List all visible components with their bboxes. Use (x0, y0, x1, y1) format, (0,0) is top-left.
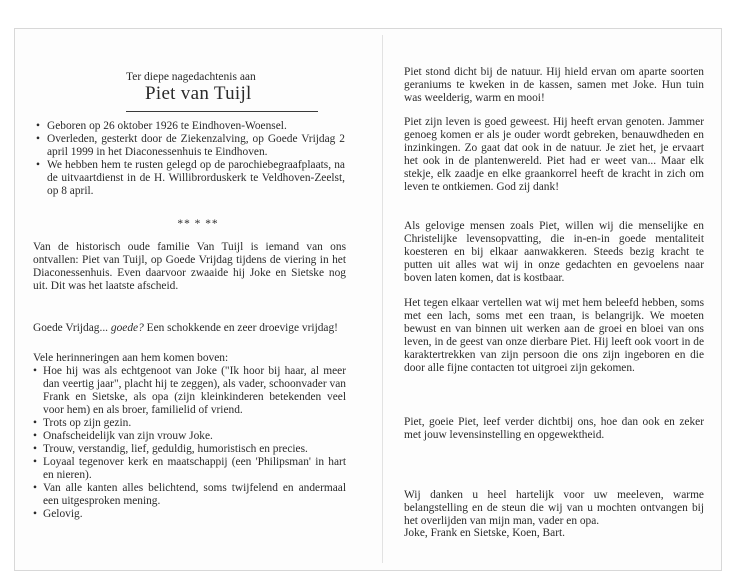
fact-birth: • Geboren op 26 oktober 1926 te Eindhoven-Woensel. (35, 120, 345, 133)
nature-paragraph: Piet stond dicht bij de natuur. Hij hield ervan om aparte soorten geraniums te kweken in de kassen, samen met Joke. Hun tuin was weelderig, warm en mooi! (404, 66, 704, 104)
thanks-paragraph: Wij danken u heel hartelijk voor uw meeleven, warme belangstelling en de steun die wij van u mochten ontvangen bij het overlijden van mijn man, vader en opa. (404, 489, 704, 527)
memory-item: • Onafscheidelijk van zijn vrouw Joke. (33, 430, 346, 443)
fact-death: • Overleden, gesterkt door de Ziekenzalving, op Goede Vrijdag 2 april 1999 in het Diaconessenhuis te Eindhoven. (35, 133, 345, 159)
memories-paragraph: Het tegen elkaar vertellen wat wij met hem beleefd hebben, soms met een lach, soms met een traan, is belangrijk. We moeten bewust en van binnen uit werken aan de groei en bloei van ons leven, in de geest van onze dierbare Piet. Hij leeft ook voort in de karaktertrekken van zijn persoon die ons zijn ingeboren en die door alle fijne contacten tot uitgroei zijn gekomen. (404, 297, 704, 374)
faith-paragraph: Als gelovige mensen zoals Piet, willen wij die menselijke en Christelijke levensopvatting, die in-en-in goede mentaliteit koesteren en bij elkaar aanwakkeren. Steeds bezig kracht te putten uit alles wat wij in onze gedachten en gevoelens naar boven laten komen, dat is kostbaar. (404, 220, 704, 284)
memories-intro: Vele herinneringen aan hem komen boven: (33, 352, 229, 364)
name-underline (126, 111, 318, 112)
farewell-paragraph: Piet, goeie Piet, leef verder dichtbij ons, hoe dan ook en zeker met jouw levensinstelling en opgewektheid. (404, 416, 704, 441)
good-friday-emphasis: goede? (110, 322, 144, 334)
separator-stars: ** * ** (177, 218, 219, 230)
life-paragraph: Piet zijn leven is goed geweest. Hij heeft ervan genoten. Jammer genoeg komen er als je ouder wordt gebreken, benauwdheden en inzinkingen. Zo gaat dat ook in de natuur. Je ziet het, je ervaart het ook in de plantenwereld. Piet had er weet van... Maar elk stekje, elk zaadje en elke graankorrel heeft de kracht in zich om leven te ontkiemen. God zij dank! (404, 116, 704, 193)
memory-item: • Gelovig. (33, 508, 346, 521)
memorial-card (14, 28, 722, 571)
good-friday-rest: Een schokkende en zeer droevige vrijdag! (143, 322, 338, 334)
memorial-heading: Ter diepe nagedachtenis aan (126, 71, 256, 83)
memory-item: • Van alle kanten alles belichtend, soms twijfelend en andermaal een uitgesproken mening. (33, 482, 346, 508)
memory-item: • Loyaal tegenover kerk en maatschappij (een 'Philipsman' in hart en nieren). (33, 456, 346, 482)
good-friday-text: Goede Vrijdag... (33, 322, 111, 334)
memory-item: • Trots op zijn gezin. (33, 417, 346, 430)
fact-burial: • We hebben hem te rusten gelegd op de parochiebegraafplaats, na de uitvaartdienst in de H. Willibrorduskerk te Veldhoven-Zeelst, op 8 april. (35, 159, 345, 198)
deceased-name: Piet van Tuijl (145, 83, 252, 104)
fold-divider (382, 35, 383, 563)
life-facts-list (35, 120, 345, 198)
memory-item: • Trouw, verstandig, lief, geduldig, humoristisch en precies. (33, 443, 346, 456)
family-signature: Joke, Frank en Sietske, Koen, Bart. (404, 527, 566, 539)
family-paragraph: Van de historisch oude familie Van Tuijl is iemand van ons ontvallen: Piet van Tuijl, op Goede Vrijdag tijdens de viering in het Diaconessenhuis. Even daarvoor zwaaide hij Joke en Sietske nog uit. Dit was het laatste afscheid. (33, 241, 346, 292)
good-friday-paragraph (33, 322, 346, 335)
memory-item: • Hoe hij was als echtgenoot van Joke ("Ik hoor bij haar, al meer dan veertig jaar", placht hij te zeggen), als vader, schoonvader van Frank en Sietske, als opa (zijn kleinkinderen betekenden veel voor hem) en als broer, familielid of vriend. (33, 365, 346, 417)
memories-list (33, 365, 346, 521)
